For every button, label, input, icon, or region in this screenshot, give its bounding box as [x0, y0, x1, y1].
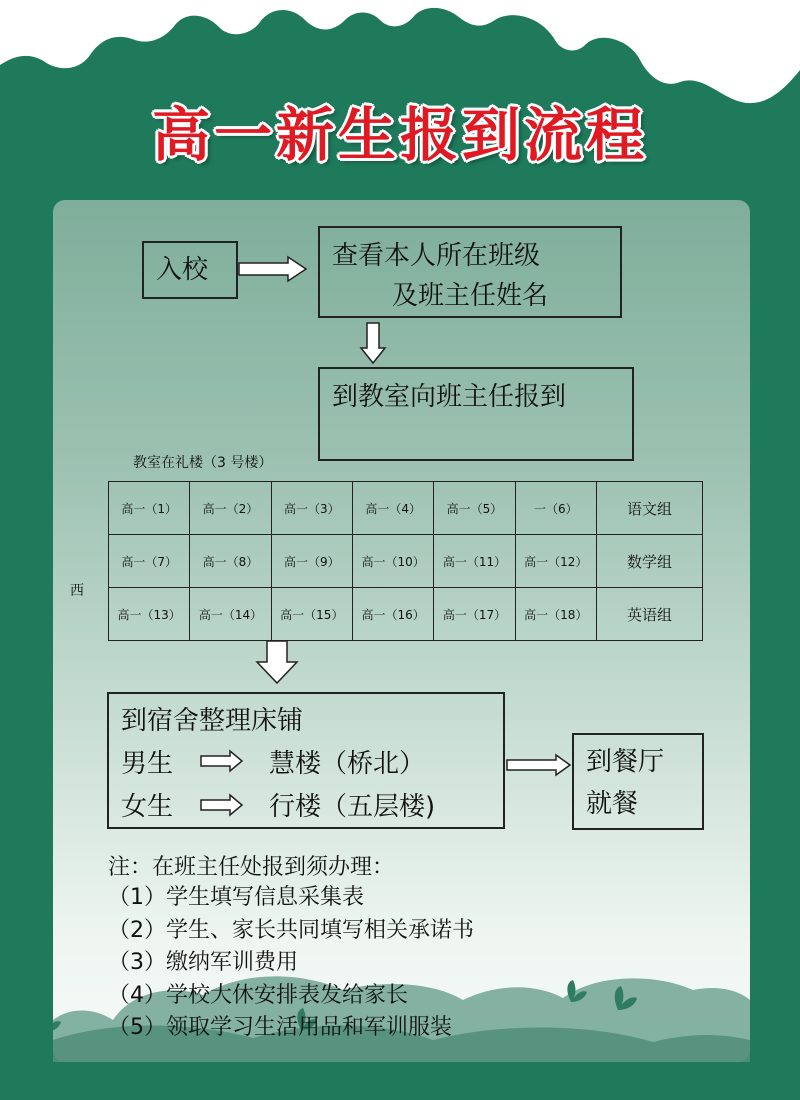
classroom-cell: 高一（14） — [190, 588, 271, 641]
list-item: （1）学生填写信息采集表 — [108, 885, 364, 910]
classroom-cell: 一（6） — [515, 482, 596, 535]
dorm-female-place: 行楼（五层楼) — [269, 792, 436, 822]
list-item: （2）学生、家长共同填写相关承诺书 — [108, 917, 474, 943]
dorm-female-label: 女生 — [121, 792, 174, 822]
step-check-class-box — [318, 226, 622, 318]
classroom-cell: 高一（15） — [271, 588, 352, 641]
west-label: 西 — [70, 583, 84, 599]
classroom-cell: 高一（18） — [515, 588, 596, 641]
step-enter-school-text: 入校 — [156, 255, 209, 285]
classroom-cell: 高一（13） — [109, 588, 190, 641]
classroom-cell: 高一（9） — [271, 535, 352, 588]
dorm-female-row — [121, 786, 503, 829]
arrow-down-icon — [256, 640, 298, 684]
dining-line2: 就餐 — [586, 789, 639, 819]
department-cell: 数学组 — [597, 535, 703, 588]
classroom-cell: 高一（11） — [434, 535, 515, 588]
building-label: 教室在礼楼（3 号楼） — [133, 455, 273, 471]
classroom-cell: 高一（12） — [515, 535, 596, 588]
table-row — [109, 535, 703, 588]
step-dining-box — [572, 733, 704, 830]
page-title: 高一新生报到流程 — [151, 101, 648, 169]
dorm-heading: 到宿舍整理床铺 — [121, 706, 304, 736]
step-check-class-line1: 查看本人所在班级 — [332, 241, 541, 271]
classroom-cell: 高一（5） — [434, 482, 515, 535]
arrow-right-icon — [506, 754, 572, 776]
step-check-class-line2: 及班主任姓名 — [392, 281, 549, 311]
list-item: （5）领取学习生活用品和军训服装 — [108, 1015, 452, 1040]
classroom-cell: 高一（3） — [271, 482, 352, 535]
classroom-cell: 高一（1） — [109, 482, 190, 535]
department-cell: 语文组 — [597, 482, 703, 535]
dorm-male-row — [121, 743, 503, 786]
dining-line1: 到餐厅 — [586, 747, 665, 777]
step-dorm-box — [107, 692, 505, 829]
classroom-cell: 高一（4） — [352, 482, 433, 535]
classroom-cell: 高一（7） — [109, 535, 190, 588]
notes-list — [108, 882, 474, 1045]
list-item: （4）学校大休安排表发给家长 — [108, 982, 408, 1008]
classroom-table — [108, 481, 703, 641]
arrow-down-icon — [360, 322, 386, 364]
step-report-class-text: 到教室向班主任报到 — [332, 382, 567, 412]
classroom-cell: 高一（8） — [190, 535, 271, 588]
arrow-right-icon — [200, 750, 244, 772]
arrow-right-icon — [200, 794, 244, 816]
department-cell: 英语组 — [597, 588, 703, 641]
step-enter-school-box — [142, 241, 238, 299]
classroom-cell: 高一（10） — [352, 535, 433, 588]
classroom-cell: 高一（16） — [352, 588, 433, 641]
dorm-male-place: 慧楼（桥北） — [269, 749, 426, 779]
step-report-class-box — [318, 367, 634, 461]
arrow-right-icon — [238, 256, 308, 282]
dorm-male-label: 男生 — [121, 749, 174, 779]
table-row — [109, 482, 703, 535]
notes-heading: 注：在班主任处报到须办理： — [108, 855, 395, 880]
table-row — [109, 588, 703, 641]
list-item: （3）缴纳军训费用 — [108, 950, 298, 975]
classroom-cell: 高一（17） — [434, 588, 515, 641]
classroom-cell: 高一（2） — [190, 482, 271, 535]
